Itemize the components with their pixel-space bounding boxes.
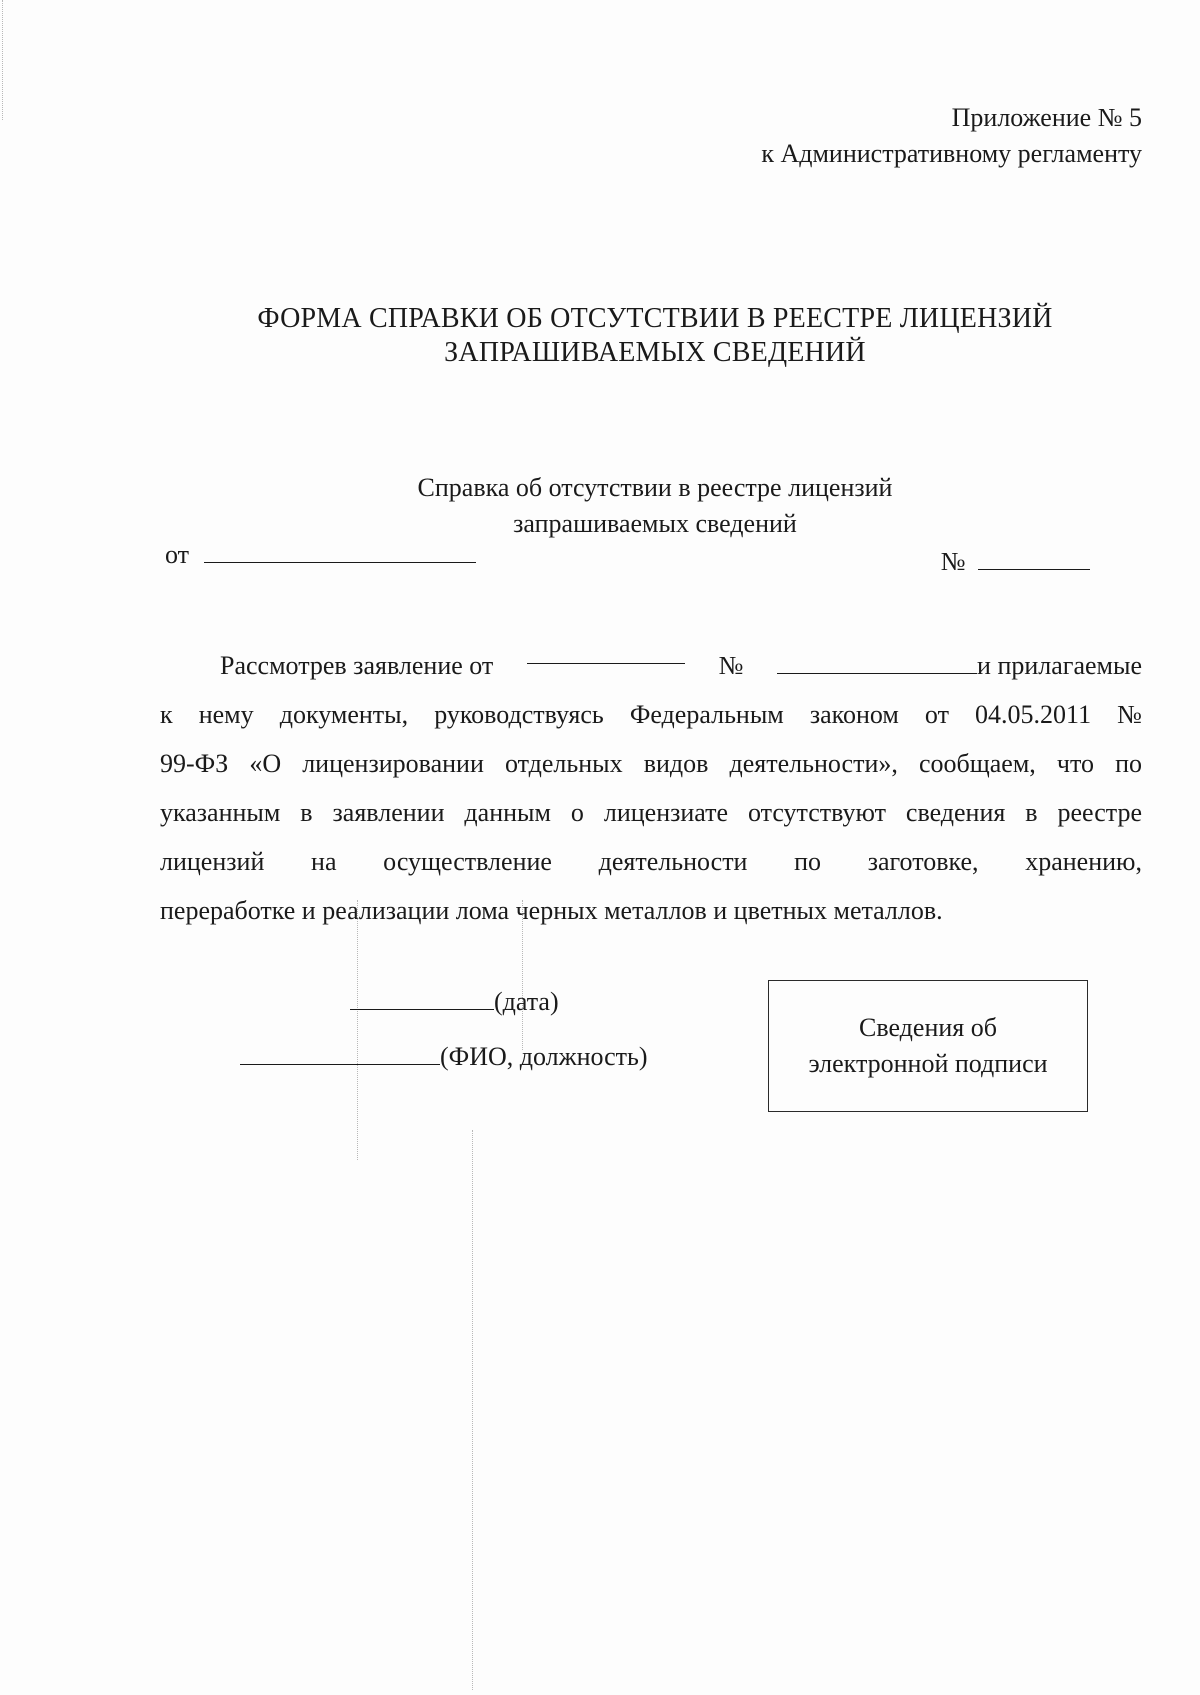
body-line-6 (160, 886, 1142, 935)
word: документы, (279, 700, 409, 729)
word: осуществление (383, 847, 552, 876)
body-line-1 (160, 641, 1142, 690)
esig-line-2: электронной подписи (808, 1049, 1048, 1078)
word: по (794, 847, 822, 876)
word: от (924, 700, 949, 729)
annex-number: Приложение № 5 (951, 103, 1142, 132)
name-signature-row (240, 1042, 648, 1072)
word: на (311, 847, 337, 876)
word: законом (809, 700, 899, 729)
scan-artifact (472, 1130, 473, 1690)
attached-text: и прилагаемые (977, 651, 1142, 680)
date-signature-row (350, 987, 559, 1017)
certificate-number-row (941, 547, 1090, 577)
word: лицензий (160, 847, 265, 876)
annex-regulation: к Административному регламенту (761, 139, 1142, 168)
document-title (150, 302, 1160, 370)
title-line-1: ФОРМА СПРАВКИ ОБ ОТСУТСТВИИ В РЕЕСТРЕ ЛИЦЕНЗИЙ (257, 303, 1053, 334)
word: руководствуясь (434, 700, 604, 729)
word: деятельности (598, 847, 748, 876)
date-label: (дата) (494, 987, 559, 1016)
certificate-heading-line-1: Справка об отсутствии в реестре лицензий (417, 473, 893, 502)
certificate-number-blank[interactable] (978, 547, 1090, 570)
signature-date-blank[interactable] (350, 987, 494, 1010)
body-line-3 (160, 739, 1142, 788)
word: хранению, (1025, 847, 1142, 876)
from-label: от (165, 540, 190, 569)
body-line-2 (160, 690, 1142, 739)
body-line-3-text: 99-ФЗ «О лицензировании отдельных видов деятельности», сообщаем, что по (160, 749, 1142, 778)
fio-label: (ФИО, должность) (440, 1042, 648, 1071)
electronic-signature-box (768, 980, 1088, 1112)
esig-line-1: Сведения об (859, 1013, 997, 1042)
word: № (1117, 700, 1142, 729)
application-from-text: Рассмотрев заявление от (220, 651, 494, 680)
word: 04.05.2011 (975, 700, 1092, 729)
certificate-date-row (165, 540, 476, 570)
certificate-heading (150, 470, 1160, 542)
body-paragraph (160, 641, 1142, 935)
annex-header (761, 100, 1142, 172)
application-date-blank[interactable] (527, 641, 685, 664)
number-label: № (940, 547, 966, 576)
body-line-4-text: указанным в заявлении данным о лицензиате отсутствуют сведения в реестре (160, 798, 1142, 827)
body-line-5 (160, 837, 1142, 886)
word: к (160, 700, 173, 729)
body-line-4 (160, 788, 1142, 837)
word: нему (198, 700, 254, 729)
certificate-date-blank[interactable] (204, 540, 476, 563)
word: заготовке, (867, 847, 979, 876)
scan-artifact (2, 0, 3, 120)
scan-artifact (357, 900, 358, 1160)
certificate-heading-line-2: запрашиваемых сведений (513, 509, 797, 538)
application-number-blank[interactable] (777, 651, 977, 674)
application-number-label: № (718, 651, 744, 680)
title-line-2: ЗАПРАШИВАЕМЫХ СВЕДЕНИЙ (444, 337, 866, 368)
word: Федеральным (629, 700, 784, 729)
body-line-6-text: переработке и реализации лома черных металлов и цветных металлов. (160, 896, 943, 925)
signature-name-blank[interactable] (240, 1042, 440, 1065)
